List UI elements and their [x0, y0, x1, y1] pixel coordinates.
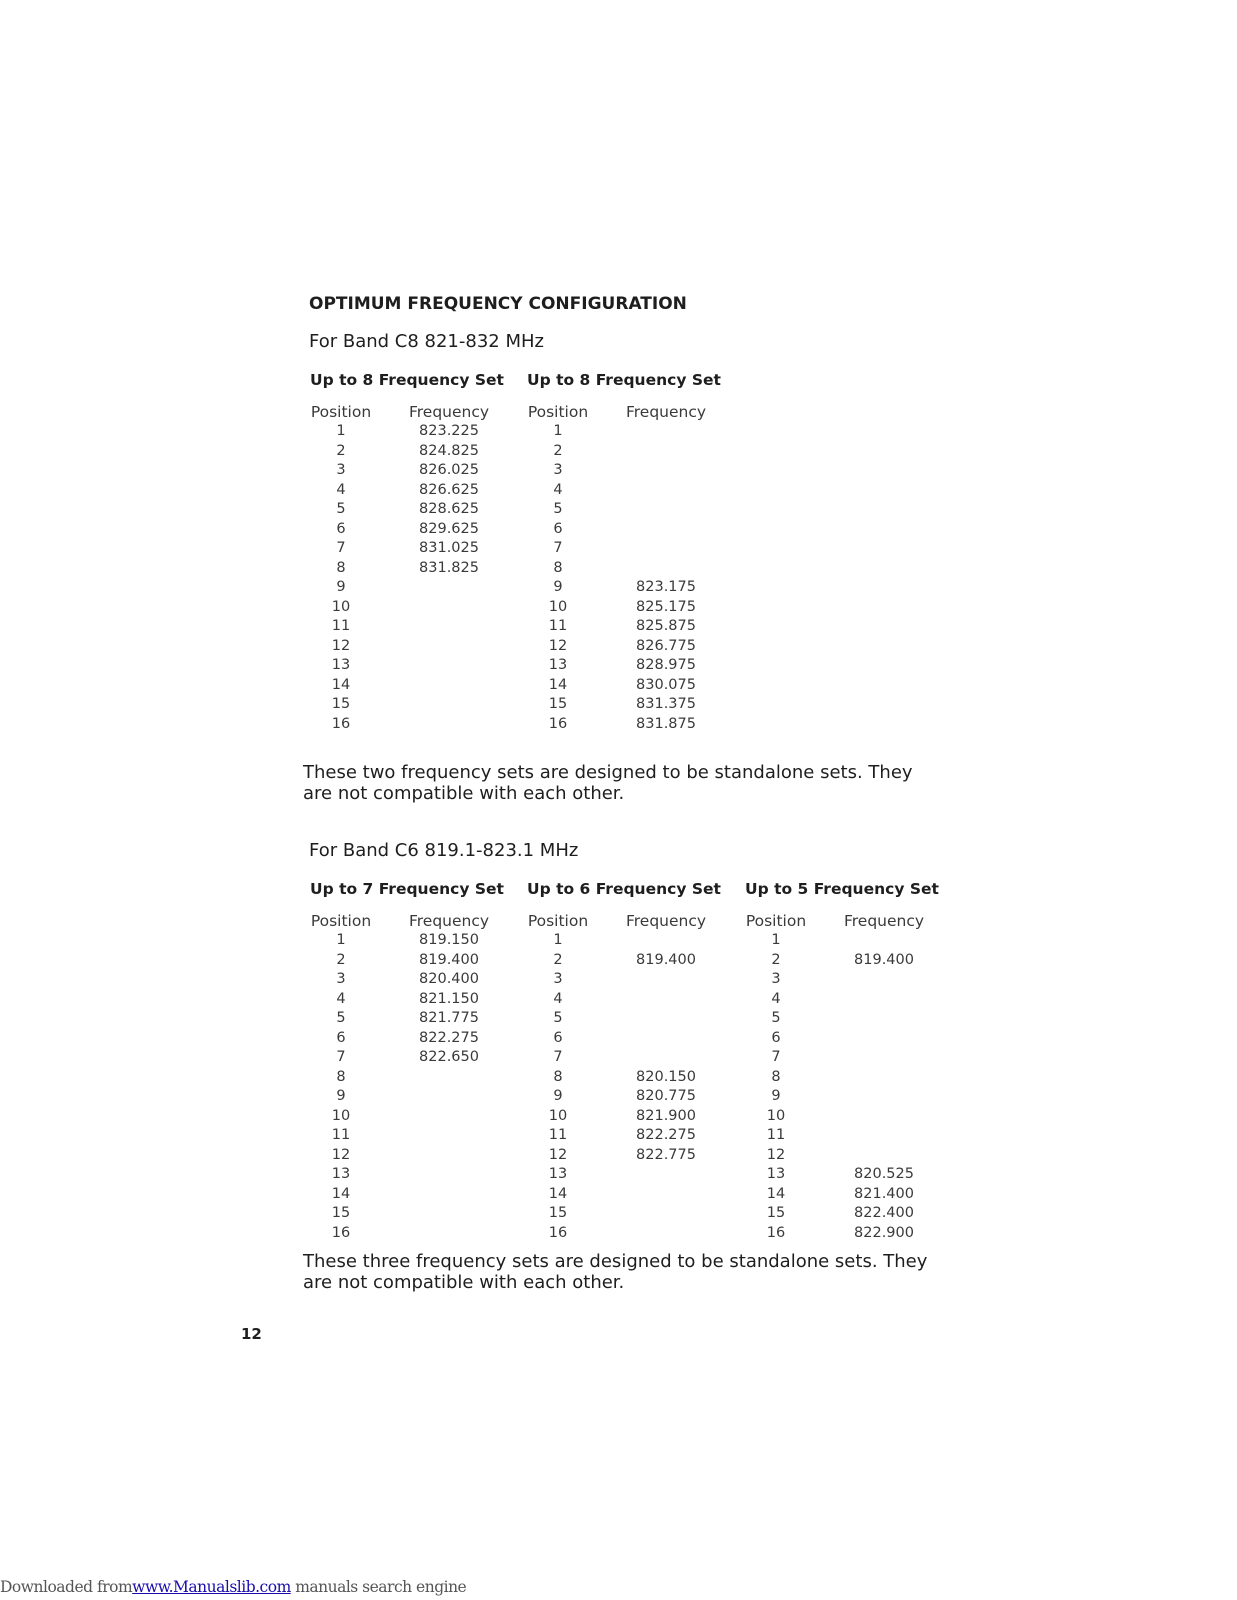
position-cell: 9: [553, 579, 563, 595]
frequency-set-title: Up to 8 Frequency Set: [527, 371, 721, 389]
frequency-cell: 823.175: [636, 579, 696, 595]
position-cell: 14: [548, 1185, 568, 1202]
frequency-cell: 821.900: [636, 1107, 696, 1124]
position-cell: 5: [553, 1010, 563, 1026]
frequency-cell: 822.775: [636, 1146, 696, 1163]
frequency-cell: 831.025: [419, 540, 479, 556]
frequency-cell: 831.875: [636, 715, 696, 732]
position-cell: 15: [548, 696, 568, 712]
position-cell: 7: [336, 540, 346, 556]
position-cell: 2: [771, 951, 781, 968]
frequency-cell: 826.625: [419, 481, 479, 498]
position-cell: 15: [331, 1205, 351, 1221]
frequency-set-title: Up to 5 Frequency Set: [745, 880, 939, 898]
frequency-set-title: Up to 8 Frequency Set: [310, 371, 504, 389]
position-cell: 2: [553, 951, 563, 968]
position-cell: 10: [331, 598, 351, 615]
band-heading: For Band C6 819.1-823.1 MHz: [309, 840, 579, 861]
frequency-cell: 821.400: [854, 1185, 914, 1202]
position-cell: 4: [553, 481, 563, 498]
position-cell: 7: [553, 1049, 563, 1065]
position-cell: 16: [331, 715, 351, 732]
position-cell: 14: [331, 1185, 351, 1202]
manualslib-link[interactable]: www.Manualslib.com: [132, 1578, 291, 1596]
frequency-cell: 822.650: [419, 1049, 479, 1065]
position-cell: 3: [336, 971, 346, 987]
position-cell: 4: [336, 481, 346, 498]
frequency-column-header: Frequency: [625, 912, 707, 930]
frequency-cell: 826.775: [636, 637, 696, 654]
position-cell: 5: [336, 1010, 346, 1026]
position-cell: 6: [336, 1029, 346, 1046]
footer-prefix: Downloaded from: [0, 1578, 133, 1596]
position-cell: 9: [336, 579, 346, 595]
frequency-cell: 819.400: [636, 951, 696, 968]
position-cell: 13: [548, 1166, 568, 1182]
frequency-cell: 825.175: [636, 598, 696, 615]
position-cell: 12: [766, 1146, 786, 1163]
position-cell: 6: [553, 1029, 563, 1046]
frequency-cell: 821.150: [419, 990, 479, 1007]
frequency-cell: 820.525: [854, 1166, 914, 1182]
position-cell: 11: [548, 618, 568, 634]
position-cell: 5: [553, 501, 563, 517]
position-cell: 12: [548, 637, 568, 654]
position-cell: 13: [548, 657, 568, 673]
frequency-cell: 822.275: [636, 1127, 696, 1143]
position-cell: 1: [553, 423, 563, 439]
position-cell: 10: [548, 1107, 568, 1124]
compatibility-note: These two frequency sets are designed to be standalone sets. They are not compatible with each other.: [303, 762, 913, 804]
position-cell: 8: [553, 559, 563, 576]
frequency-cell: 831.825: [419, 559, 479, 576]
frequency-cell: 830.075: [636, 676, 696, 693]
position-cell: 16: [548, 1224, 568, 1241]
frequency-cell: 829.625: [419, 520, 479, 537]
position-cell: 3: [336, 462, 346, 478]
position-cell: 14: [331, 676, 351, 693]
position-cell: 8: [336, 1068, 346, 1085]
frequency-column-header: Frequency: [408, 403, 490, 421]
compatibility-note: These three frequency sets are designed to be standalone sets. They are not compatible with each other.: [303, 1251, 928, 1293]
position-column-header: Position: [310, 403, 372, 421]
frequency-cell: 820.150: [636, 1068, 696, 1085]
position-cell: 3: [553, 971, 563, 987]
position-cell: 6: [553, 520, 563, 537]
frequency-cell: 828.625: [419, 501, 479, 517]
position-cell: 11: [331, 618, 351, 634]
position-cell: 9: [771, 1088, 781, 1104]
position-cell: 2: [336, 442, 346, 459]
position-cell: 9: [336, 1088, 346, 1104]
page-number: 12: [241, 1325, 262, 1343]
frequency-set-title: Up to 7 Frequency Set: [310, 880, 504, 898]
position-cell: 2: [336, 951, 346, 968]
frequency-cell: 823.225: [419, 423, 479, 439]
position-cell: 15: [548, 1205, 568, 1221]
frequency-cell: 820.775: [636, 1088, 696, 1104]
position-cell: 7: [553, 540, 563, 556]
frequency-cell: 825.875: [636, 618, 696, 634]
position-cell: 4: [336, 990, 346, 1007]
position-cell: 11: [766, 1127, 786, 1143]
position-column-header: Position: [745, 912, 807, 930]
position-cell: 14: [548, 676, 568, 693]
page-title: OPTIMUM FREQUENCY CONFIGURATION: [309, 294, 687, 314]
position-cell: 5: [771, 1010, 781, 1026]
position-cell: 13: [766, 1166, 786, 1182]
frequency-cell: 824.825: [419, 442, 479, 459]
band-heading: For Band C8 821-832 MHz: [309, 331, 544, 352]
position-cell: 3: [771, 971, 781, 987]
frequency-cell: 819.400: [854, 951, 914, 968]
position-cell: 9: [553, 1088, 563, 1104]
position-cell: 16: [766, 1224, 786, 1241]
frequency-cell: 822.400: [854, 1205, 914, 1221]
position-cell: 12: [331, 1146, 351, 1163]
position-cell: 10: [331, 1107, 351, 1124]
position-cell: 4: [553, 990, 563, 1007]
position-cell: 1: [771, 932, 781, 948]
position-cell: 2: [553, 442, 563, 459]
position-cell: 4: [771, 990, 781, 1007]
download-footer: [0, 1578, 466, 1596]
frequency-column-header: Frequency: [625, 403, 707, 421]
position-cell: 7: [771, 1049, 781, 1065]
position-column-header: Position: [527, 912, 589, 930]
position-cell: 12: [548, 1146, 568, 1163]
position-cell: 11: [548, 1127, 568, 1143]
frequency-cell: 831.375: [636, 696, 696, 712]
frequency-column-header: Frequency: [408, 912, 490, 930]
position-cell: 10: [766, 1107, 786, 1124]
position-cell: 13: [331, 657, 351, 673]
position-cell: 8: [553, 1068, 563, 1085]
position-cell: 1: [553, 932, 563, 948]
position-column-header: Position: [310, 912, 372, 930]
position-cell: 10: [548, 598, 568, 615]
frequency-cell: 826.025: [419, 462, 479, 478]
position-cell: 5: [336, 501, 346, 517]
position-cell: 12: [331, 637, 351, 654]
position-cell: 8: [771, 1068, 781, 1085]
footer-suffix: manuals search engine: [290, 1578, 467, 1596]
frequency-cell: 819.400: [419, 951, 479, 968]
position-cell: 16: [331, 1224, 351, 1241]
position-cell: 6: [336, 520, 346, 537]
position-cell: 1: [336, 932, 346, 948]
position-cell: 14: [766, 1185, 786, 1202]
position-cell: 7: [336, 1049, 346, 1065]
frequency-column-header: Frequency: [843, 912, 925, 930]
frequency-cell: 822.275: [419, 1029, 479, 1046]
position-cell: 15: [331, 696, 351, 712]
position-cell: 8: [336, 559, 346, 576]
frequency-cell: 822.900: [854, 1224, 914, 1241]
position-cell: 15: [766, 1205, 786, 1221]
frequency-set-title: Up to 6 Frequency Set: [527, 880, 721, 898]
position-cell: 16: [548, 715, 568, 732]
position-cell: 3: [553, 462, 563, 478]
position-cell: 11: [331, 1127, 351, 1143]
position-cell: 6: [771, 1029, 781, 1046]
frequency-cell: 820.400: [419, 971, 479, 987]
frequency-cell: 821.775: [419, 1010, 479, 1026]
frequency-cell: 828.975: [636, 657, 696, 673]
position-cell: 1: [336, 423, 346, 439]
frequency-cell: 819.150: [419, 932, 479, 948]
position-cell: 13: [331, 1166, 351, 1182]
position-column-header: Position: [527, 403, 589, 421]
